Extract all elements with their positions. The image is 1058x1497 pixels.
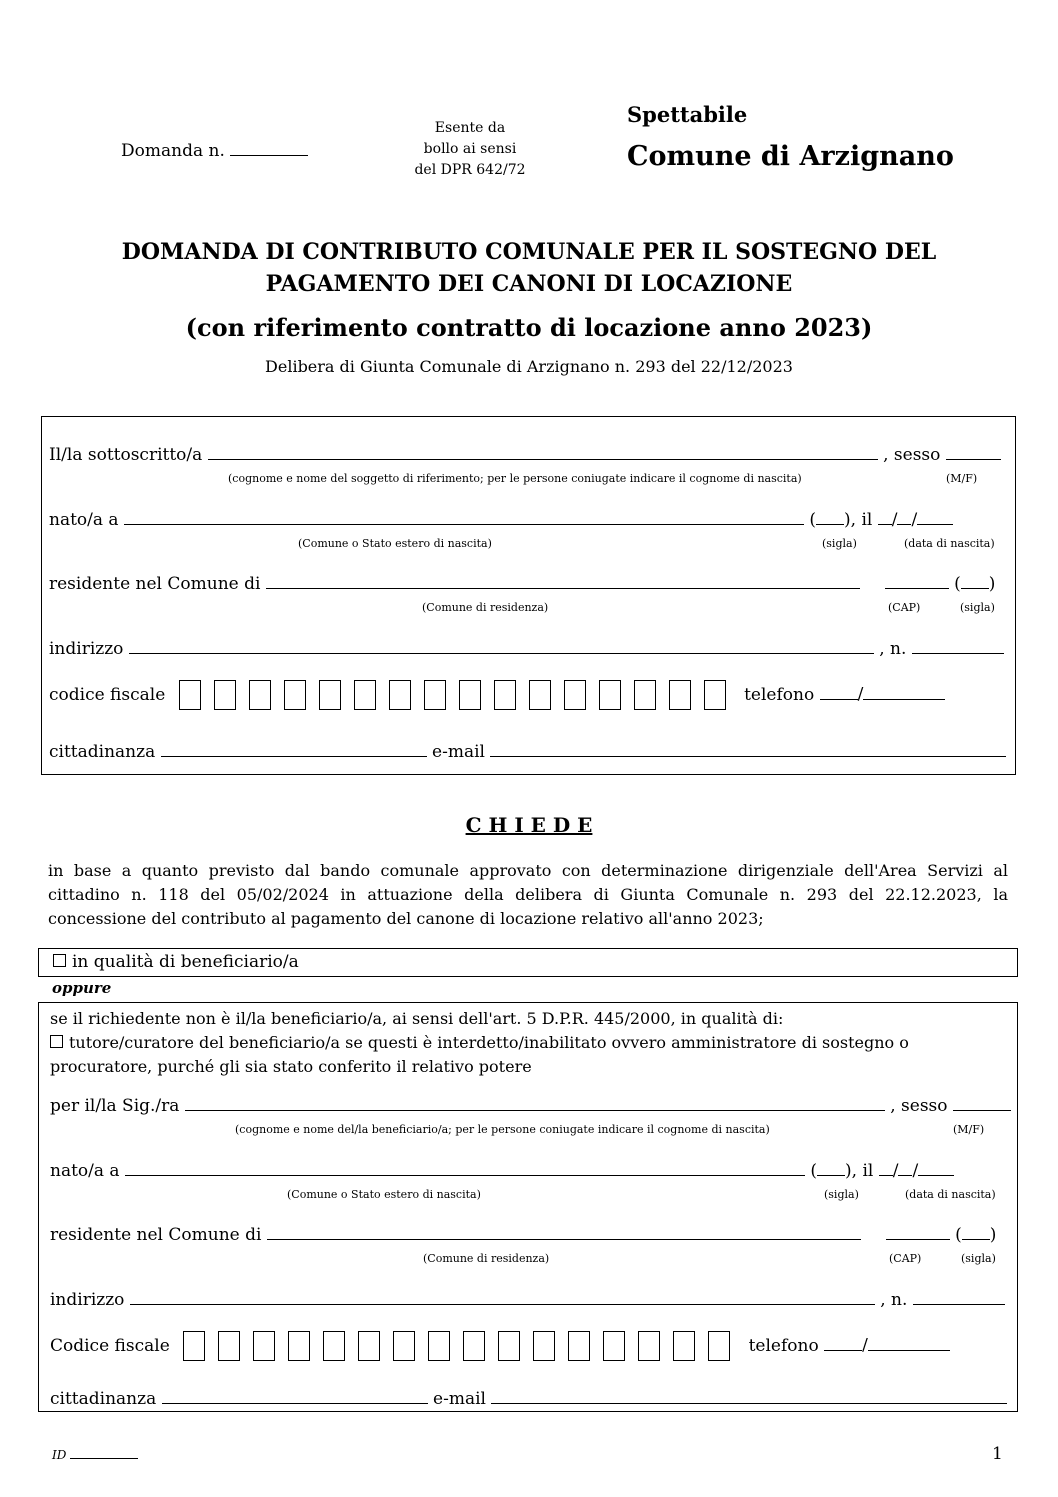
cf-box[interactable] (288, 1331, 310, 1361)
beneficiary-birth-row: nato/a a ( ), il / / (50, 1161, 954, 1181)
beneficiary-birthplace-field[interactable] (125, 1175, 805, 1176)
beneficiary-cf-row: Codice fiscale telefono / (50, 1331, 950, 1361)
applicant-birth-sigla-field[interactable] (816, 524, 844, 525)
applicant-phone-field[interactable] (863, 699, 945, 700)
beneficiary-birth-month-field[interactable] (898, 1175, 912, 1176)
domanda-number-field[interactable] (230, 155, 308, 156)
cf-box[interactable] (599, 680, 621, 710)
beneficiary-sex-field[interactable] (953, 1110, 1011, 1111)
esente-bollo-note: Esente da bollo ai sensi del DPR 642/72 (414, 120, 526, 178)
cf-box[interactable] (498, 1331, 520, 1361)
chiede-text: in base a quanto previsto dal bando comunale approvato con determinazione dirigenziale dell'Area Servizi al cittadino n. 118 del 05/02/2024 in attuazione della delibera di Giunta Comunale n. 293 del 22.12.2023, la concessione del contributo al pagamento del canone di locazione relativo all'anno 2023; (48, 861, 1008, 928)
cf-box[interactable] (253, 1331, 275, 1361)
applicant-birth-year-field[interactable] (917, 524, 953, 525)
applicant-birthplace-field[interactable] (124, 524, 804, 525)
cf-box[interactable] (249, 680, 271, 710)
cf-box[interactable] (568, 1331, 590, 1361)
applicant-cf-boxes[interactable] (179, 685, 739, 705)
beneficiary-address-row: indirizzo , n. (50, 1290, 1005, 1310)
applicant-residence-field[interactable] (266, 588, 860, 589)
cf-box[interactable] (319, 680, 341, 710)
cf-box[interactable] (424, 680, 446, 710)
beneficiary-residence-sigla-field[interactable] (962, 1239, 990, 1240)
beneficiary-residence-row: residente nel Comune di ( ) (50, 1225, 997, 1245)
cf-box[interactable] (218, 1331, 240, 1361)
id-field-row: ID (52, 1448, 138, 1462)
cf-box[interactable] (669, 680, 691, 710)
oppure-label: oppure (52, 979, 112, 997)
cf-box[interactable] (358, 1331, 380, 1361)
id-field[interactable] (70, 1458, 138, 1459)
cf-box[interactable] (638, 1331, 660, 1361)
applicant-email-field[interactable] (490, 756, 1006, 757)
page-number: 1 (992, 1444, 1003, 1464)
beneficiary-birth-day-field[interactable] (879, 1175, 893, 1176)
tutore-option: tutore/curatore del beneficiario/a se questi è interdetto/inabilitato ovvero amministratore di sostegno o procuratore, purché gli sia stato conferito il relativo potere (50, 1033, 909, 1076)
beneficiary-cf-boxes[interactable] (183, 1336, 743, 1356)
cf-box[interactable] (564, 680, 586, 710)
tutore-intro: se il richiedente non è il/la beneficiario/a, ai sensi dell'art. 5 D.P.R. 445/2000, in qualità di: (50, 1009, 784, 1028)
applicant-citizenship-field[interactable] (161, 756, 427, 757)
cf-box[interactable] (284, 680, 306, 710)
applicant-birth-row: nato/a a ( ), il / / (49, 510, 953, 530)
beneficiary-email-field[interactable] (491, 1403, 1007, 1404)
beneficiary-cap-field[interactable] (886, 1239, 950, 1240)
cf-box[interactable] (673, 1331, 695, 1361)
delibera-reference: Delibera di Giunta Comunale di Arzignano n. 293 del 22/12/2023 (265, 357, 793, 376)
beneficiary-birth-sigla-field[interactable] (817, 1175, 845, 1176)
applicant-name-row: Il/la sottoscritto/a , sesso (49, 445, 1001, 465)
beneficiary-phone-prefix-field[interactable] (824, 1350, 862, 1351)
cf-box[interactable] (459, 680, 481, 710)
cf-box[interactable] (323, 1331, 345, 1361)
cf-box[interactable] (533, 1331, 555, 1361)
beneficiary-address-field[interactable] (130, 1304, 875, 1305)
page-title: DOMANDA DI CONTRIBUTO COMUNALE PER IL SOSTEGNO DEL PAGAMENTO DEI CANONI DI LOCAZIONE (121, 239, 937, 297)
beneficiary-name-row: per il/la Sig./ra , sesso (50, 1096, 1011, 1116)
beneficiary-citizenship-row: cittadinanza e-mail (50, 1389, 1007, 1409)
cf-box[interactable] (494, 680, 516, 710)
domanda-label: Domanda n. (121, 141, 225, 161)
applicant-residence-sigla-field[interactable] (961, 588, 989, 589)
beneficiary-birth-year-field[interactable] (918, 1175, 954, 1176)
beneficiary-phone-field[interactable] (868, 1350, 950, 1351)
spettabile: Spettabile (627, 102, 748, 127)
cf-box[interactable] (393, 1331, 415, 1361)
cf-box[interactable] (183, 1331, 205, 1361)
cf-box[interactable] (603, 1331, 625, 1361)
applicant-citizenship-row: cittadinanza e-mail (49, 742, 1006, 762)
cf-box[interactable] (389, 680, 411, 710)
applicant-birth-month-field[interactable] (897, 524, 911, 525)
applicant-phone-prefix-field[interactable] (820, 699, 858, 700)
beneficiary-residence-field[interactable] (267, 1239, 861, 1240)
cf-box[interactable] (634, 680, 656, 710)
comune-name: Comune di Arzignano (627, 141, 954, 172)
cf-box[interactable] (428, 1331, 450, 1361)
applicant-address-row: indirizzo , n. (49, 639, 1004, 659)
cf-box[interactable] (704, 680, 726, 710)
option-beneficiario: in qualità di beneficiario/a (38, 948, 1018, 977)
chiede-heading: C H I E D E (465, 813, 593, 837)
page-subtitle: (con riferimento contratto di locazione anno 2023) (185, 313, 873, 342)
beneficiary-name-field[interactable] (185, 1110, 885, 1111)
applicant-address-field[interactable] (129, 653, 874, 654)
option-tutore-section: se il richiedente non è il/la beneficiario/a, ai sensi dell'art. 5 D.P.R. 445/2000, in qualità di: tutore/curatore del beneficiario/a se questi è interdetto/inabilitato ovvero amministratore di sostegno o procuratore, purché gli sia stato conferito il relativo potere per il/la Sig./ra , sesso (cognome e nome del/la beneficiario/a; per le persone coniugate indicare il cognome di nascita) (M/F) nato/a a ( ), il / / (Comune o Stato estero di nascita) (sigla) (data di nascita) residente nel Comune di ( ) (Comune di residenza) (CAP) (sigla) indirizzo , n. Codice fiscale telefono / cittadinanza e-mail (38, 1002, 1018, 1412)
beneficiary-citizenship-field[interactable] (162, 1403, 428, 1404)
domanda-number (121, 141, 308, 161)
cf-box[interactable] (354, 680, 376, 710)
applicant-house-number-field[interactable] (912, 653, 1004, 654)
applicant-birth-day-field[interactable] (878, 524, 892, 525)
applicant-name-field[interactable] (208, 459, 878, 460)
applicant-cf-row: codice fiscale telefono / (49, 680, 945, 710)
beneficiary-house-number-field[interactable] (913, 1304, 1005, 1305)
applicant-cap-field[interactable] (885, 588, 949, 589)
cf-box[interactable] (214, 680, 236, 710)
cf-box[interactable] (179, 680, 201, 710)
applicant-residence-row: residente nel Comune di ( ) (49, 574, 996, 594)
applicant-sex-field[interactable] (946, 459, 1001, 460)
applicant-section: Il/la sottoscritto/a , sesso (cognome e nome del soggetto di riferimento; per le persone coniugate indicare il cognome di nascita) (M/F) nato/a a ( ), il / / (Comune o Stato estero di nascita) (sigla) (data di nascita) residente nel Comune di ( ) (Comune di residenza) (CAP) (sigla) indirizzo , n. codice fiscale telefono / cittadinanza e-mail (41, 416, 1016, 775)
cf-box[interactable] (708, 1331, 730, 1361)
cf-box[interactable] (529, 680, 551, 710)
checkbox-beneficiario[interactable] (53, 954, 66, 967)
checkbox-tutore[interactable] (50, 1035, 63, 1048)
cf-box[interactable] (463, 1331, 485, 1361)
